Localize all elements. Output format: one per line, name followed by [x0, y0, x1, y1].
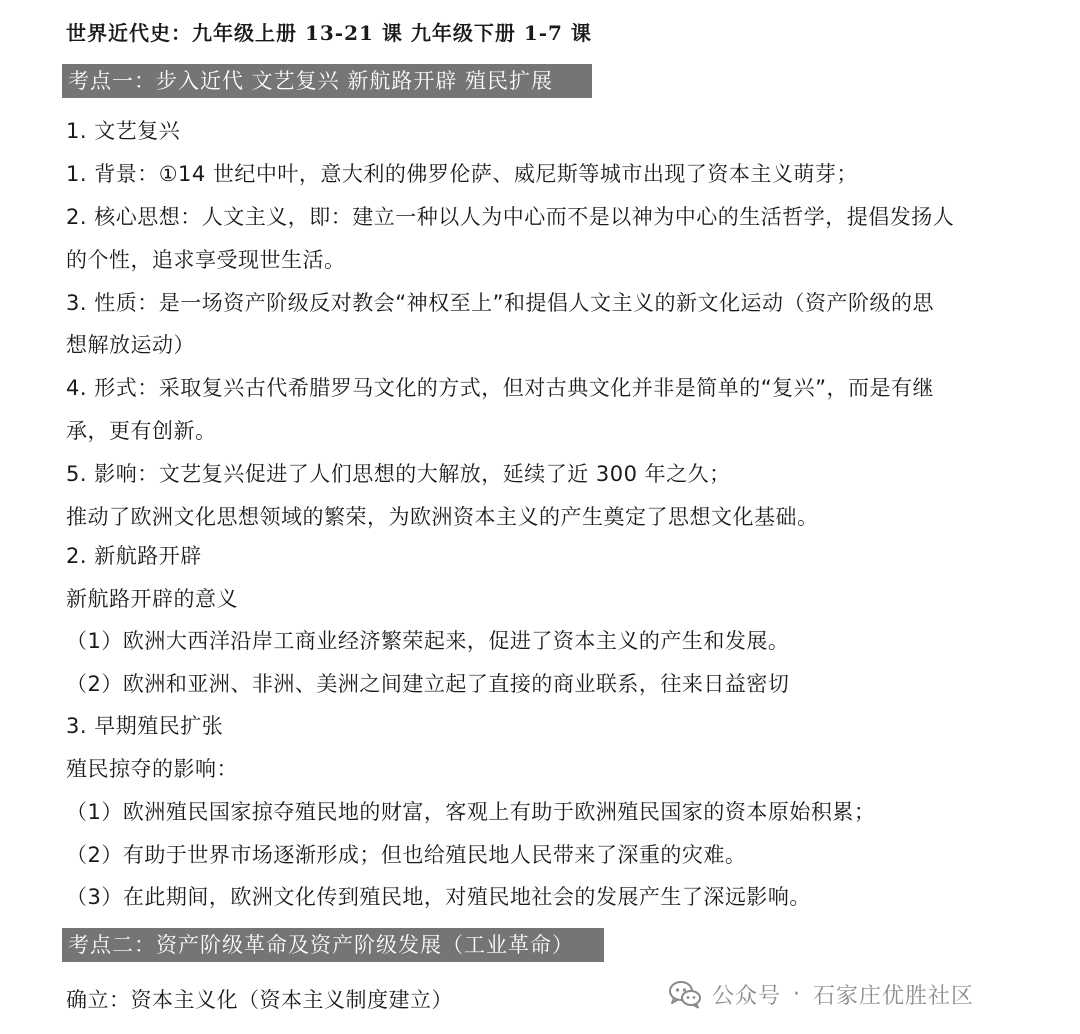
subheading-renaissance: 1. 文艺复兴	[66, 119, 181, 143]
text-line: 4. 形式：采取复兴古代希腊罗马文化的方式，但对古典文化并非是简单的“复兴”，而是有继	[66, 376, 934, 400]
text-line: 的个性，追求享受现世生活。	[66, 248, 346, 272]
watermark-separator: ·	[793, 981, 802, 1007]
text-line: 5. 影响：文艺复兴促进了人们思想的大解放，延续了近 300 年之久；	[66, 462, 731, 486]
section-heading-1: 考点一：步入近代 文艺复兴 新航路开辟 殖民扩展	[62, 64, 592, 98]
subheading-new-sea-route: 2. 新航路开辟	[66, 544, 202, 568]
section-heading-2: 考点二：资产阶级革命及资产阶级发展（工业革命）	[62, 928, 604, 962]
text-line: 确立：资本主义化（资本主义制度建立）	[66, 988, 453, 1012]
text-line: 3. 性质：是一场资产阶级反对教会“神权至上”和提倡人文主义的新文化运动（资产阶级的思	[66, 291, 934, 315]
list-item: （2）欧洲和亚洲、非洲、美洲之间建立起了直接的商业联系，往来日益密切	[66, 672, 790, 696]
wechat-icon	[668, 979, 702, 1009]
text-line: 2. 核心思想：人文主义，即：建立一种以人为中心而不是以神为中心的生活哲学，提倡发扬人	[66, 205, 955, 229]
watermark-label: 公众号	[712, 983, 782, 1009]
document-title: 世界近代史：九年级上册 13-21 课 九年级下册 1-7 课	[66, 21, 592, 45]
subheading-colonial-expansion: 3. 早期殖民扩张	[66, 714, 224, 738]
list-item: （2）有助于世界市场逐渐形成；但也给殖民地人民带来了深重的灾难。	[66, 843, 747, 867]
list-item: （3）在此期间，欧洲文化传到殖民地，对殖民地社会的发展产生了深远影响。	[66, 885, 811, 909]
text-line: 想解放运动）	[66, 333, 195, 357]
text-line: 承，更有创新。	[66, 419, 217, 443]
watermark	[668, 976, 974, 1012]
text-line: 1. 背景：①14 世纪中叶，意大利的佛罗伦萨、威尼斯等城市出现了资本主义萌芽；	[66, 162, 858, 186]
text-line: 新航路开辟的意义	[66, 587, 238, 611]
text-line: 推动了欧洲文化思想领域的繁荣，为欧洲资本主义的产生奠定了思想文化基础。	[66, 505, 819, 529]
list-item: （1）欧洲大西洋沿岸工商业经济繁荣起来，促进了资本主义的产生和发展。	[66, 629, 790, 653]
watermark-account: 石家庄优胜社区	[813, 983, 975, 1009]
list-item: （1）欧洲殖民国家掠夺殖民地的财富，客观上有助于欧洲殖民国家的资本原始积累；	[66, 800, 876, 824]
text-line: 殖民掠夺的影响：	[66, 757, 238, 781]
